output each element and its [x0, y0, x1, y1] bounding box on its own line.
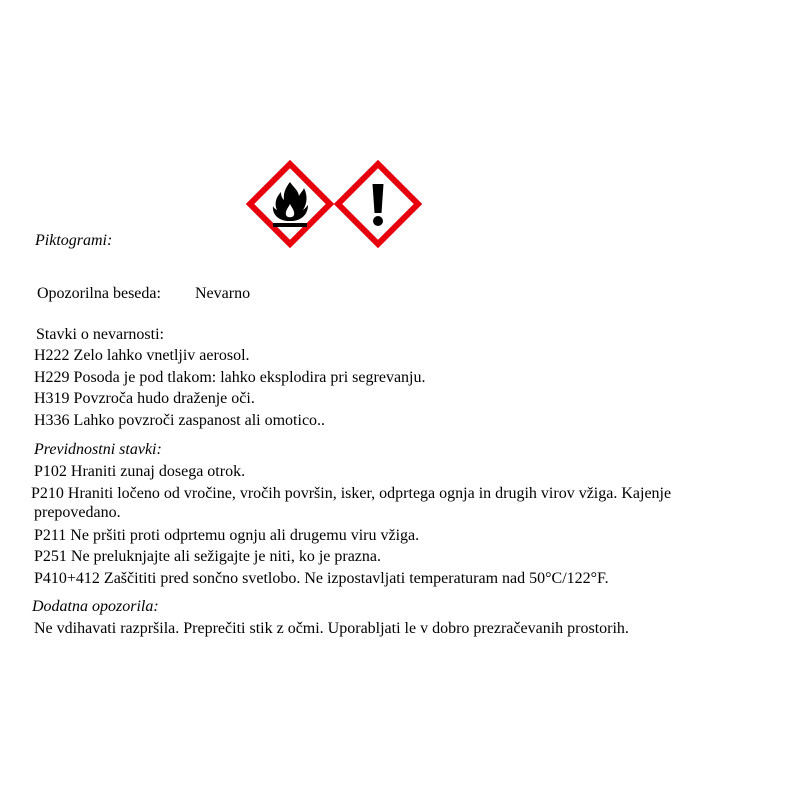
hazard-statements-heading: Stavki o nevarnosti:: [36, 326, 164, 343]
additional-warnings-heading: Dodatna opozorila:: [32, 598, 159, 615]
hazard-statement: H229 Posoda je pod tlakom: lahko eksplodira pri segrevanju.: [34, 369, 426, 386]
precautionary-statements-heading: Previdnostni stavki:: [34, 441, 162, 458]
precautionary-statement: P251 Ne preluknjajte ali sežigajte je niti, ko je prazna.: [34, 548, 381, 565]
pictograms-label: Piktogrami:: [35, 232, 113, 249]
hazard-statement: H222 Zelo lahko vnetljiv aerosol.: [34, 347, 250, 364]
flame-icon: [246, 160, 334, 248]
signal-word-value: Nevarno: [195, 285, 251, 302]
additional-warnings-text: Ne vdihavati razpršila. Preprečiti stik z očmi. Uporabljati le v dobro prezračevanih prostorih.: [34, 620, 629, 637]
signal-word-label: Opozorilna beseda:: [37, 285, 161, 302]
precautionary-statement: P102 Hraniti zunaj dosega otrok.: [34, 463, 246, 480]
precautionary-statement: P211 Ne pršiti proti odprtemu ognju ali drugemu viru vžiga.: [34, 527, 420, 544]
precautionary-statement: P410+412 Zaščititi pred sončno svetlobo. Ne izpostavljati temperaturam nad 50°C/122°F.: [34, 570, 609, 587]
precautionary-statement: P210 Hraniti ločeno od vročine, vročih površin, isker, odprtega ognja in drugih virov vžiga. Kajenje: [31, 485, 672, 502]
hazard-statement: H336 Lahko povzroči zaspanost ali omotico..: [34, 412, 326, 429]
precautionary-statement-continuation: prepovedano.: [34, 504, 121, 521]
exclamation-icon: [334, 160, 422, 248]
hazard-statement: H319 Povzroča hudo draženje oči.: [34, 390, 255, 407]
